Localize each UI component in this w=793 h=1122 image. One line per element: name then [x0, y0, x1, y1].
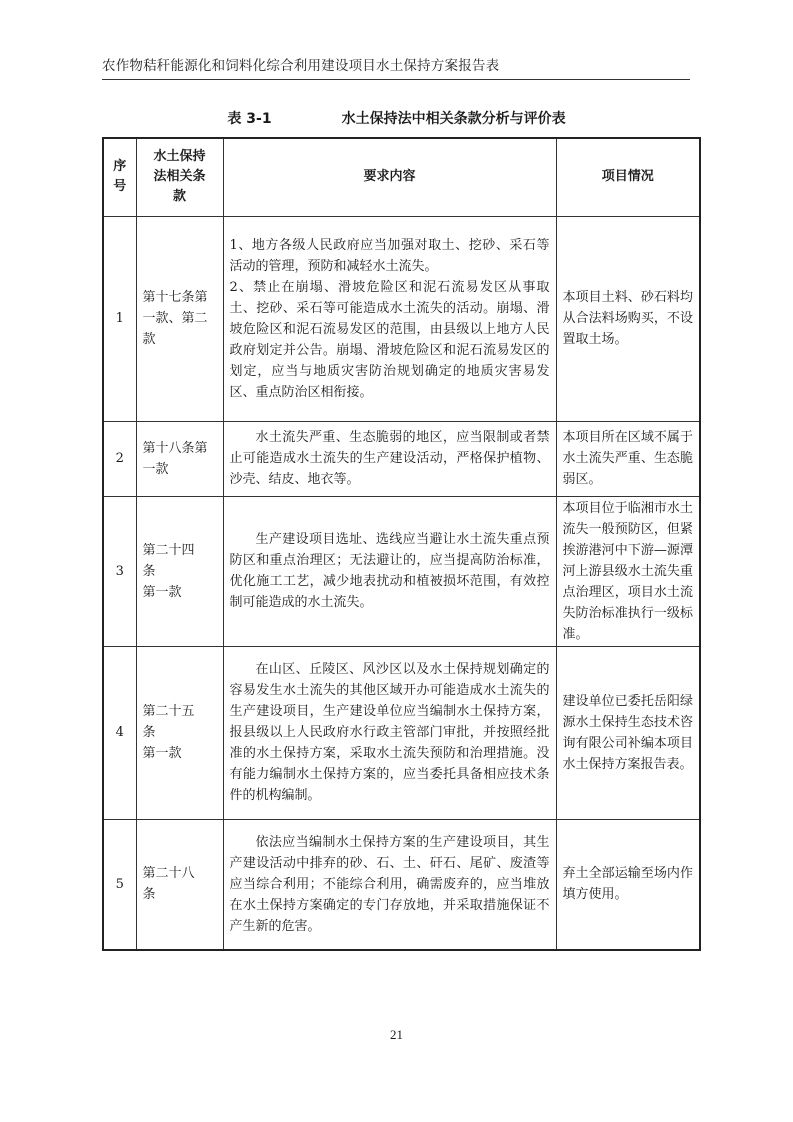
table-caption-number: 表 3-1 — [227, 111, 272, 127]
row-clause: 第十八条第一款 — [136, 421, 223, 496]
row-clause — [136, 819, 223, 950]
row-requirement — [223, 496, 556, 646]
clause-line: 第一款 — [142, 746, 182, 761]
row-status: 本项目所在区域不属于水土流失严重、生态脆弱区。 — [556, 421, 700, 496]
row-clause: 第十七条第一款、第二款 — [136, 216, 223, 421]
clause-line: 第二十四 — [142, 542, 195, 558]
clause-line: 条 — [142, 725, 156, 740]
requirement-text: 依法应当编制水土保持方案的生产建设项目，其生产建设活动中排弃的砂、石、土、矸石、尾矿、废渣等应当综合利用；不能综合利用，确需废弃的，应当堆放在水土保持方案确定的专门存放地，并采取措施保证不产生新的危害。 — [229, 834, 550, 934]
table-caption-title: 水土保持法中相关条款分析与评价表 — [341, 111, 566, 127]
table-header-row — [103, 138, 700, 216]
table-row — [103, 496, 700, 646]
header-index: 序号 — [103, 138, 136, 216]
table-caption — [0, 108, 793, 128]
header-requirement: 要求内容 — [223, 138, 556, 216]
row-status: 弃土全部运输至场内作填方使用。 — [556, 819, 700, 950]
row-clause — [136, 646, 223, 819]
row-status: 本项目位于临湘市水土流失一般预防区，但紧挨游港河中下游—源潭河上游县级水土流失重点治理区，项目水土流失防治标准执行一级标准。 — [556, 496, 700, 646]
row-requirement — [223, 646, 556, 819]
clause-line: 第一款 — [142, 584, 182, 600]
page-number: 21 — [390, 1027, 403, 1042]
table-row — [103, 819, 700, 950]
row-index: 3 — [103, 496, 136, 646]
requirement-text: 生产建设项目选址、选线应当避让水土流失重点预防区和重点治理区；无法避让的，应当提高防治标准，优化施工工艺，减少地表扰动和植被损坏范围，有效控制可能造成的水土流失。 — [229, 532, 550, 610]
row-requirement — [223, 819, 556, 950]
clause-line: 条 — [142, 563, 156, 579]
requirement-item: 1、地方各级人民政府应当加强对取土、挖砂、采石等活动的管理，预防和减轻水土流失。 — [229, 237, 550, 274]
clause-line: 第二十五 — [142, 704, 195, 719]
row-status: 本项目土料、砂石料均从合法料场购买，不设置取土场。 — [556, 216, 700, 421]
clause-line: 第二十八 — [142, 866, 195, 882]
table-row — [103, 646, 700, 819]
requirement-text: 水土流失严重、生态脆弱的地区，应当限制或者禁止可能造成水土流失的生产建设活动，严格保护植物、沙壳、结皮、地衣等。 — [229, 430, 550, 487]
row-requirement — [223, 421, 556, 496]
row-index: 1 — [103, 216, 136, 421]
row-index: 5 — [103, 819, 136, 950]
row-clause — [136, 496, 223, 646]
row-index: 2 — [103, 421, 136, 496]
header-status: 项目情况 — [556, 138, 700, 216]
clause-line: 条 — [142, 887, 156, 903]
row-index: 4 — [103, 646, 136, 819]
header-clause: 水土保持法相关条款 — [136, 138, 223, 216]
row-requirement — [223, 216, 556, 421]
table-row — [103, 216, 700, 421]
table-row — [103, 421, 700, 496]
requirement-text: 在山区、丘陵区、风沙区以及水土保持规划确定的容易发生水土流失的其他区域开办可能造成水土流失的生产建设项目，生产建设单位应当编制水土保持方案，报县级以上人民政府水行政主管部门审批，并按照经批准的水土保持方案，采取水土流失预防和治理措施。没有能力编制水土保持方案的，应当委托具备相应技术条件的机构编制。 — [229, 662, 550, 803]
row-status: 建设单位已委托岳阳绿源水土保持生态技术咨询有限公司补编本项目水土保持方案报告表。 — [556, 646, 700, 819]
clause-analysis-table — [102, 137, 701, 951]
requirement-item: 2、禁止在崩塌、滑坡危险区和泥石流易发区从事取土、挖砂、采石等可能造成水土流失的活动。崩塌、滑坡危险区和泥石流易发区的范围，由县级以上地方人民政府划定并公告。崩塌、滑坡危险区和泥石流易发区的划定，应当与地质灾害防治规划确定的地质灾害易发区、重点防治区相衔接。 — [229, 279, 550, 400]
running-header: 农作物秸秆能源化和饲料化综合利用建设项目水土保持方案报告表 — [102, 54, 690, 80]
